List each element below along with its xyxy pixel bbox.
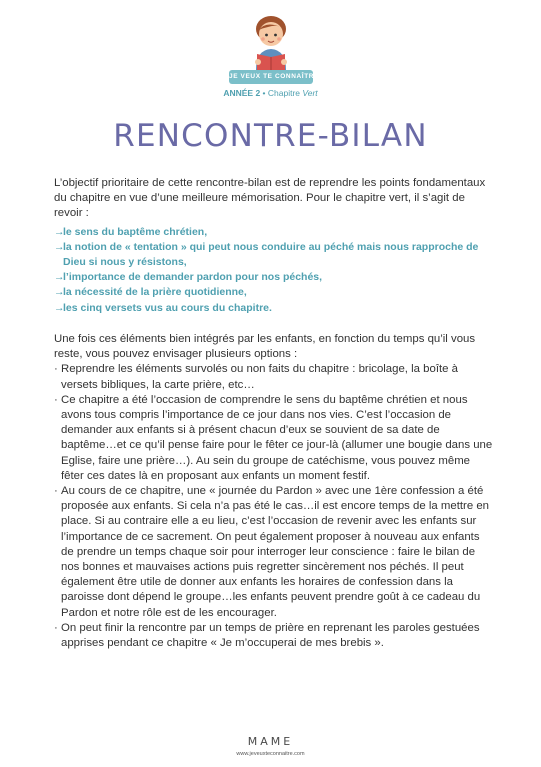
options-list xyxy=(54,362,494,651)
option-text: On peut finir la rencontre par un temps de prière en reprenant les paroles gestuées apprises pendant ce chapitre « Je m’occuperai de mes brebis ». xyxy=(61,621,480,650)
bullet-icon: · xyxy=(54,621,58,634)
options-intro: Une fois ces éléments bien intégrés par les enfants, en fonction du temps qu’il vous reste, vous pouvez envisager plusieurs options : xyxy=(54,333,476,361)
option-item xyxy=(54,621,494,651)
objective-text: le sens du baptême chrétien, xyxy=(63,225,208,238)
bullet-icon: · xyxy=(54,363,58,376)
objective-item xyxy=(54,240,494,270)
objective-item xyxy=(54,225,494,240)
objective-text: les cinq versets vus au cours du chapitre. xyxy=(63,301,272,314)
objective-text: la nécessité de la prière quotidienne, xyxy=(63,286,247,299)
objective-text: l’importance de demander pardon pour nos péchés, xyxy=(63,271,323,284)
arrow-icon: → xyxy=(54,301,65,314)
arrow-icon: → xyxy=(54,225,65,238)
option-text: Ce chapitre a été l’occasion de comprendre le sens du baptême chrétien et nous avons tous compris l’importance de ce jour dans nos vies. C’est l’occasion de demander aux enfants si à présent chacun d’eux se souvient de sa date de baptême…et ce qu’il pense faire pour le fêter ce jour-là (allumer une bougie dans une Eglise, faire une prière…). Au sein du groupe de catéchisme, vous pouvez même fêter ces dates là en proposant aux enfants un moment festif. xyxy=(61,393,493,482)
logo-banner: JE VEUX TE CONNAÎTRE xyxy=(229,70,313,84)
chapter-label: Chapitre xyxy=(267,88,303,98)
year-label: ANNÉE 2 xyxy=(223,88,261,98)
intro-text: L’objectif prioritaire de cette rencontre-bilan est de reprendre les points fondamentaux du chapitre en vue d’une meilleure mémorisation. Pour le chapitre vert, il s’agit de revoir : xyxy=(54,177,486,220)
page-title: RENCONTRE-BILAN xyxy=(113,118,428,154)
intro-section xyxy=(54,176,494,316)
bullet-icon: · xyxy=(54,393,58,406)
logo xyxy=(226,12,320,90)
option-text: Au cours de ce chapitre, une « journée du Pardon » avec une 1ère confession a été proposée aux enfants. Si cela n’a pas été le cas…il est encore temps de la mettre en place. Si au contraire elle a eu lieu, c’est l’occasion de revenir avec les enfants sur l’importance de ce sacrement. On peut également proposer à nouveau aux enfants de prendre un temps chaque soir pour interroger leur conscience : faire le bilan de nos bonnes et mauvaises actions puis regretter sincèrement nos péchés. Il peut également être utile de donner aux enfants les horaires de confession dans la paroisse dont dépend le groupe…les enfants peuvent prendre goût à ce cadeau du Pardon et notre rôle est de les encourager. xyxy=(61,485,490,619)
option-item xyxy=(54,484,494,621)
subtitle-separator: • xyxy=(260,88,268,98)
child-reading-illustration xyxy=(226,12,316,74)
chapter-subtitle xyxy=(0,88,541,98)
objective-item xyxy=(54,285,494,300)
option-item xyxy=(54,393,494,484)
objectives-list xyxy=(54,225,494,316)
chapter-color: Vert xyxy=(302,88,318,98)
objective-item xyxy=(54,270,494,285)
option-text: Reprendre les éléments survolés ou non faits du chapitre : bricolage, la boîte à versets bibliques, la carte prière, etc… xyxy=(61,363,459,391)
objective-item xyxy=(54,301,494,316)
option-item xyxy=(54,362,494,392)
objective-text: la notion de « tentation » qui peut nous conduire au péché mais nous rapproche de Dieu si nous y résistons, xyxy=(63,240,479,269)
bullet-icon: · xyxy=(54,485,58,498)
website-link[interactable]: www.jeveuxteconnaitre.com xyxy=(236,751,305,757)
arrow-icon: → xyxy=(54,271,65,284)
arrow-icon: → xyxy=(54,240,65,253)
options-section xyxy=(54,332,494,651)
publisher-logo: MAME xyxy=(247,735,294,748)
arrow-icon: → xyxy=(54,286,65,299)
